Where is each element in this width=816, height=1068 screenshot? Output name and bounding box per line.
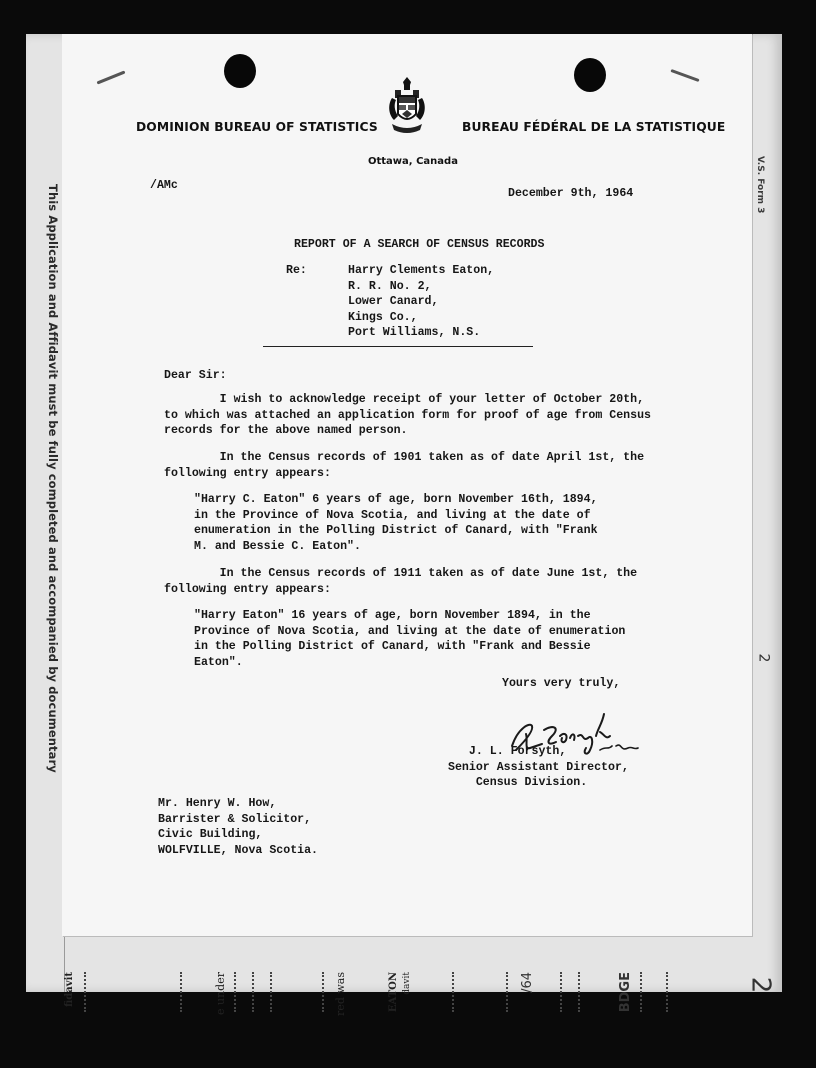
re-line: Port Williams, N.S. (348, 326, 481, 340)
paragraph-line: following entry appears: (164, 466, 331, 480)
dotted-field (84, 972, 86, 1012)
dotted-field (640, 972, 642, 1012)
form-number: V.S. Form 3 (755, 156, 765, 214)
form-bottom-strip (52, 970, 808, 1026)
letterhead-french: BUREAU FÉDÉRAL DE LA STATISTIQUE (462, 120, 726, 134)
dotted-field (578, 972, 580, 1012)
scratch-mark (670, 69, 699, 82)
entry-line: Province of Nova Scotia, and living at the date of enumeration (194, 624, 626, 638)
paragraph-line: I wish to acknowledge receipt of your letter of October 20th, (164, 393, 645, 406)
handwritten-mark: 2 (745, 976, 776, 994)
paragraph-line: to which was attached an application form for proof of age from Census (164, 408, 652, 422)
entry-line: "Harry Eaton" 16 years of age, born November 1894, in the (194, 609, 591, 622)
report-title: REPORT OF A SEARCH OF CENSUS RECORDS (294, 238, 545, 251)
re-line: Lower Canard, (348, 295, 439, 309)
bleed-through-text (258, 170, 265, 195)
census-entry-1911 (194, 608, 625, 670)
form-fragment: EATON (388, 972, 399, 1013)
letter-date: December 9th, 1964 (508, 187, 634, 200)
paragraph-line: records for the above named person. (164, 424, 408, 438)
paragraph-acknowledgement (164, 392, 651, 439)
dotted-field (234, 972, 236, 1012)
signatory-division: Census Division. (448, 776, 588, 790)
recipient-address (158, 796, 318, 858)
paragraph-line: following entry appears: (164, 582, 331, 596)
entry-line: in the Polling District of Canard, with "Frank and Bessie (194, 640, 591, 654)
handwritten-fragment: BDGE (618, 972, 633, 1013)
dotted-field (666, 972, 668, 1012)
signatory-name: J. L. Forsyth, (448, 745, 567, 758)
dotted-field (506, 972, 508, 1012)
dotted-field (180, 972, 182, 1012)
signatory-block (448, 744, 629, 791)
dotted-field (452, 972, 454, 1012)
re-label: Re: (286, 264, 307, 277)
paragraph-1901-intro (164, 450, 644, 481)
salutation: Dear Sir: (164, 369, 227, 382)
re-address-block (348, 263, 494, 341)
entry-line: Eaton". (194, 655, 243, 669)
dotted-field (560, 972, 562, 1012)
form-side-instruction: This Application and Affidavit must be fully completed and accompanied by documentary (46, 184, 60, 773)
closing: Yours very truly, (502, 677, 621, 690)
form-fragment: davit (402, 972, 412, 995)
entry-line: enumeration in the Polling District of Canard, with "Frank (194, 524, 598, 538)
paragraph-line: In the Census records of 1911 taken as of date June 1st, the (164, 567, 638, 580)
paragraph-line: In the Census records of 1901 taken as of date April 1st, the (164, 451, 645, 464)
recipient-line: Barrister & Solicitor, (158, 812, 312, 826)
handwritten-date: /64 (520, 972, 535, 993)
entry-line: M. and Bessie C. Eaton". (194, 539, 361, 553)
letterhead-location: Ottawa, Canada (368, 156, 458, 167)
recipient-line: WOLFVILLE, Nova Scotia. (158, 843, 319, 857)
form-right-rule (752, 34, 753, 934)
paragraph-1911-intro (164, 566, 637, 597)
handwritten-mark: 2 (755, 653, 772, 663)
letterhead-english: DOMINION BUREAU OF STATISTICS (136, 120, 378, 134)
divider-rule (263, 346, 533, 347)
punch-hole (224, 54, 256, 88)
re-line: Harry Clements Eaton, (348, 264, 495, 277)
entry-line: "Harry C. Eaton" 6 years of age, born November 16th, 1894, (194, 493, 598, 506)
recipient-line: Civic Building, (158, 828, 263, 842)
dotted-field (252, 972, 254, 1012)
re-line: R. R. No. 2, (348, 279, 432, 293)
form-fragment: red was (334, 972, 347, 1016)
recipient-line: Mr. Henry W. How, (158, 797, 277, 810)
dotted-field (322, 972, 324, 1012)
form-fragment: fidavit (64, 972, 75, 1007)
form-fragment: e under (214, 972, 227, 1015)
dotted-field (270, 972, 272, 1012)
signatory-title: Senior Assistant Director, (448, 760, 629, 774)
entry-line: in the Province of Nova Scotia, and living at the date of (194, 508, 591, 522)
census-letter (62, 34, 752, 936)
scratch-mark (97, 70, 126, 84)
census-entry-1901 (194, 492, 598, 554)
re-line: Kings Co., (348, 310, 418, 324)
punch-hole (574, 58, 606, 92)
coat-of-arms-icon (386, 76, 428, 138)
reference-initials: /AMc (150, 179, 178, 192)
